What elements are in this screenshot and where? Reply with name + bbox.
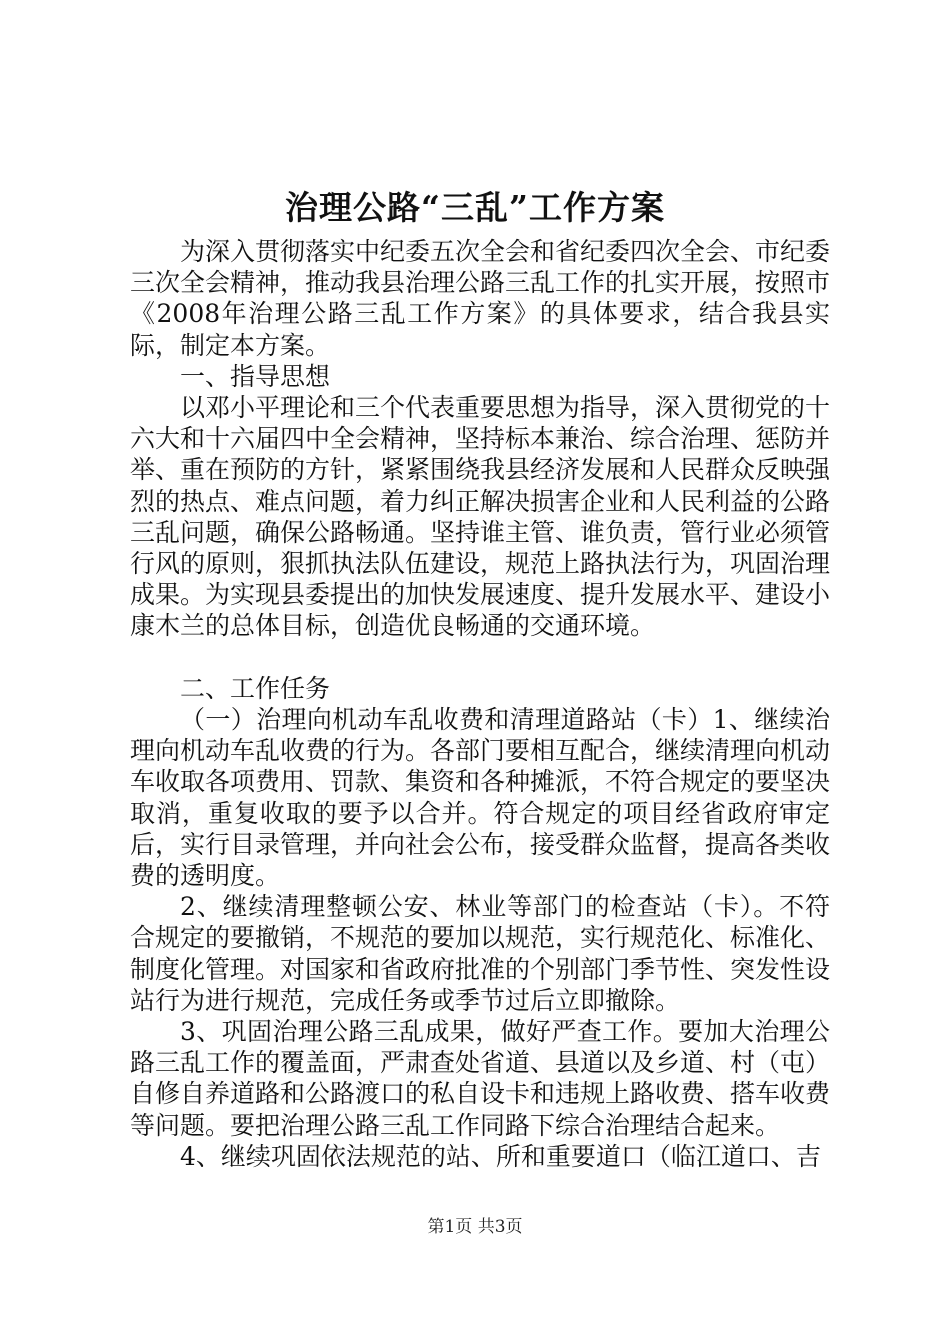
section-heading-guiding-thought: 一、指导思想 [180,361,331,391]
task-item-4: 4、继续巩固依法规范的站、所和重要道口（临江道口、吉 [180,1141,821,1171]
intro-paragraph: 为深入贯彻落实中纪委五次全会和省纪委四次全会、市纪委三次全会精神，推动我县治理公路三乱工作的扎实开展，按照市《2008年治理公路三乱工作方案》的具体要求，结合我县实际，制定本方案。 [130,237,831,360]
section-heading-work-tasks: 二、工作任务 [180,673,331,703]
task-item-2: 2、继续清理整顿公安、林业等部门的检查站（卡）。不符合规定的要撤销，不规范的要加以规范，实行规范化、标准化、制度化管理。对国家和省政府批准的个别部门季节性、突发性设站行为进行规范，完成任务或季节过后立即撤除。 [130,892,831,1015]
guiding-thought-paragraph: 以邓小平理论和三个代表重要思想为指导，深入贯彻党的十六大和十六届四中全会精神，坚持标本兼治、综合治理、惩防并举、重在预防的方针，紧紧围绕我县经济发展和人民群众反映强烈的热点、难点问题，着力纠正解决损害企业和人民利益的公路三乱问题，确保公路畅通。坚持谁主管、谁负责，管行业必须管行风的原则，狠抓执法队伍建设，规范上路执法行为，巩固治理成果。为实现县委提出的加快发展速度、提升发展水平、建设小康木兰的总体目标，创造优良畅通的交通环境。 [130,393,831,641]
page-footer: 第1页 共3页 [427,1217,523,1237]
paragraph-spacer [130,642,830,673]
task-item-3: 3、巩固治理公路三乱成果，做好严查工作。要加大治理公路三乱工作的覆盖面，严肃查处省道、县道以及乡道、村（屯）自修自养道路和公路渡口的私自设卡和违规上路收费、搭车收费等问题。要把治理公路三乱工作同路下综合治理结合起来。 [130,1017,831,1140]
document-title: 治理公路“三乱”工作方案 [285,188,665,227]
document-body [130,236,830,1172]
task-item-1: （一）治理向机动车乱收费和清理道路站（卡）1、继续治理向机动车乱收费的行为。各部门要相互配合，继续清理向机动车收取各项费用、罚款、集资和各种摊派，不符合规定的要坚决取消，重复收取的要予以合并。符合规定的项目经省政府审定后，实行目录管理，并向社会公布，接受群众监督，提高各类收费的透明度。 [130,705,831,891]
